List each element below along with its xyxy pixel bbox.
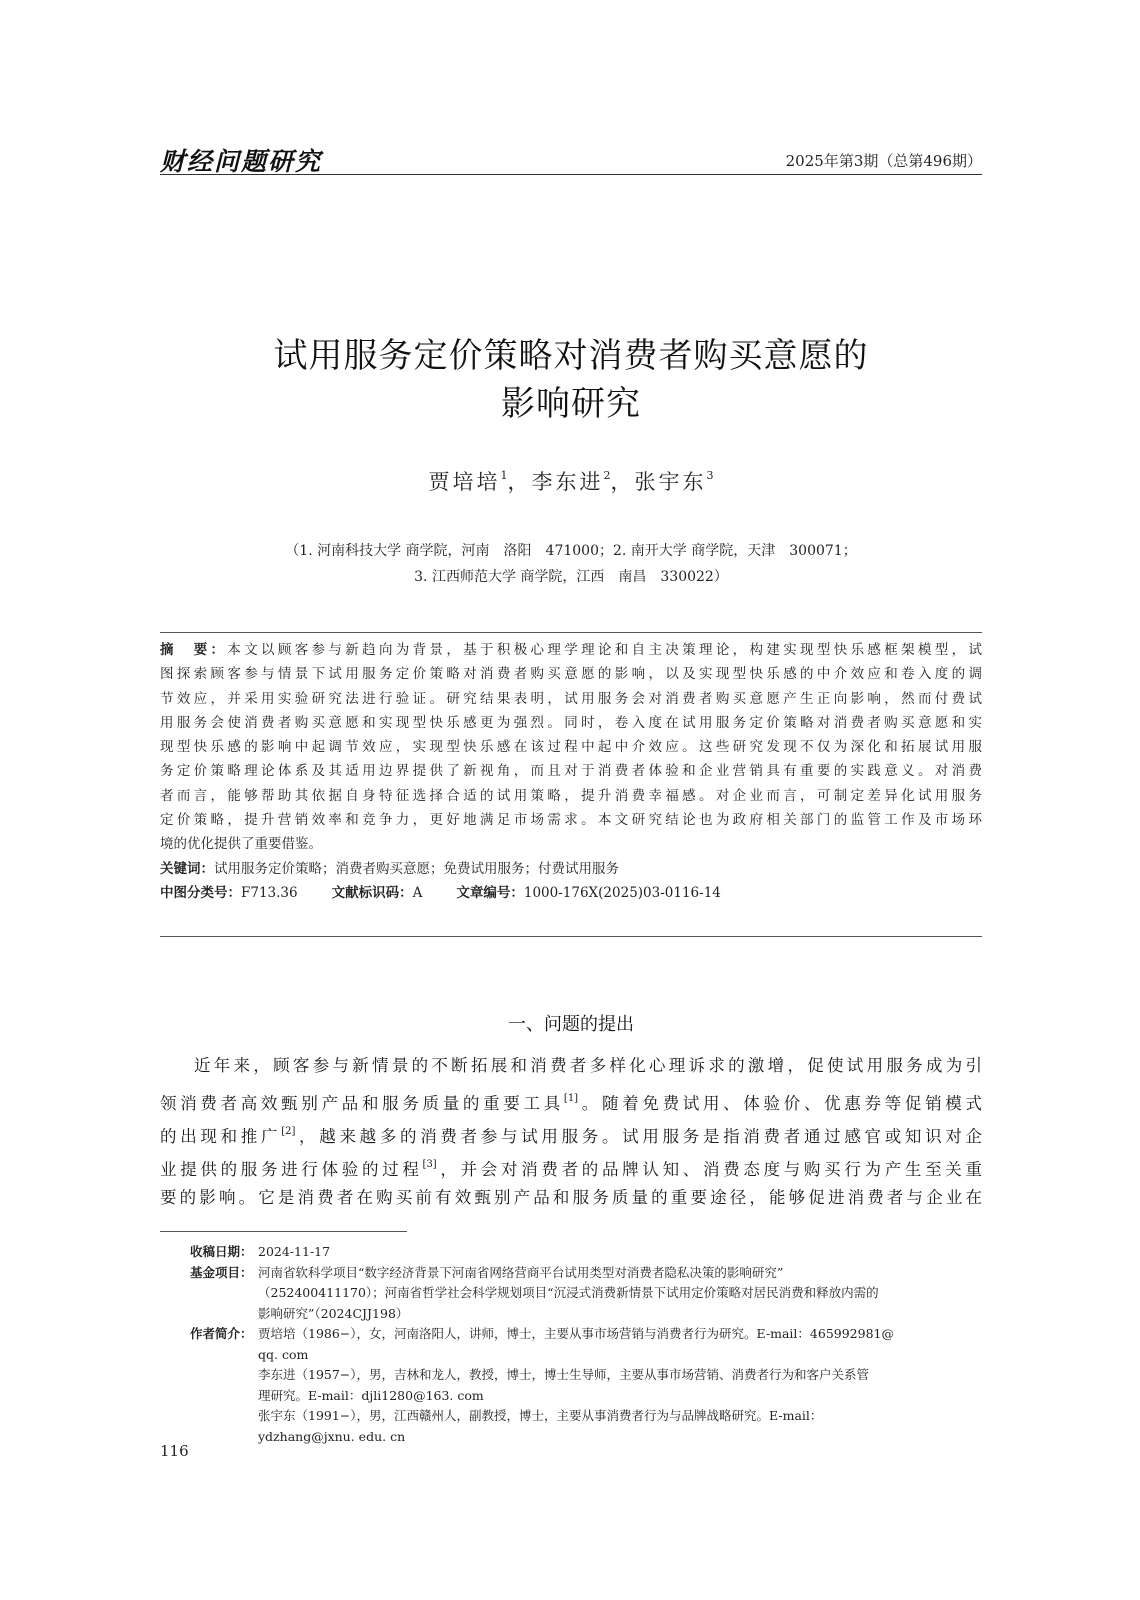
abstract-bottom-rule xyxy=(160,936,982,937)
abstract-top-rule xyxy=(160,632,982,633)
abstract-text: 本文以顾客参与新趋向为背景，基于积极心理学理论和自主决策理论，构建实现型快乐感框架模型，试 xyxy=(227,642,982,658)
body-line xyxy=(160,1148,982,1181)
author-separator: ， xyxy=(507,470,532,494)
page-number: 116 xyxy=(160,1442,189,1460)
bio-line: 理研究。E-mail：djli1280@163. com xyxy=(258,1387,484,1403)
affiliations xyxy=(160,538,982,590)
body-text: ，越来越多的消费者参与试用服务。试用服务是指消费者通过感官或知识对企 xyxy=(295,1127,982,1146)
doc-code-value: A xyxy=(412,884,423,901)
abstract-line: 者而言，能够帮助其依据自身特征选择合适的试用策略，提升消费幸福感。对企业而言，可制定差异化试用服务 xyxy=(160,787,982,804)
abstract-block xyxy=(160,638,982,905)
fund-line: 影响研究”（2024CJJ198） xyxy=(258,1305,409,1321)
article-title xyxy=(160,332,982,428)
bio-line: qq. com xyxy=(258,1346,309,1362)
received-value: 2024-11-17 xyxy=(258,1244,331,1259)
fund-label: 基金项目： xyxy=(190,1264,253,1280)
clc-value: F713.36 xyxy=(241,884,298,901)
body-line xyxy=(160,1115,982,1148)
issue-info: 2025年第3期（总第496期） xyxy=(785,152,982,170)
fund-line: （252400411170）；河南省哲学社会科学规划项目“沉浸式消费新情景下试用定价策略对居民消费和释放内需的 xyxy=(258,1285,879,1300)
abstract-line: 务定价策略理论体系及其适用边界提供了新视角，而且对于消费者体验和企业营销具有重要的实践意义。对消费 xyxy=(160,763,982,780)
citation-ref[interactable]: [3] xyxy=(422,1159,437,1170)
citation-ref[interactable]: [1] xyxy=(563,1093,579,1104)
body-line: 要的影响。它是消费者在购买前有效甄别产品和服务质量的重要途径，能够促进消费者与企业在 xyxy=(160,1188,982,1207)
footnote-rule xyxy=(160,1231,407,1232)
author-list xyxy=(160,466,982,496)
title-line-1: 试用服务定价策略对消费者购买意愿的 xyxy=(273,336,869,376)
author-name: 李东进 xyxy=(531,470,604,494)
author-affil-mark: 1 xyxy=(500,469,508,482)
citation-ref[interactable]: [2] xyxy=(281,1126,296,1137)
bio-line: ydzhang@jxnu. edu. cn xyxy=(258,1428,406,1444)
bio-line: 张宇东（1991−），男，江西赣州人，副教授，博士，主要从事消费者行为与品牌战略研究。E-mail： xyxy=(258,1408,823,1423)
doc-code-label: 文献标识码： xyxy=(331,884,413,901)
keywords-value: 试用服务定价策略；消费者购买意愿；免费试用服务；付费试用服务 xyxy=(214,860,619,877)
body-text: 领消费者高效甄别产品和服务质量的重要工具 xyxy=(160,1094,564,1113)
title-line-2: 影响研究 xyxy=(501,384,641,424)
affiliation-line: 3. 江西师范大学 商学院，江西 南昌 330022） xyxy=(414,569,728,585)
author-separator: ， xyxy=(610,470,635,494)
bio-label: 作者简介： xyxy=(190,1326,253,1341)
abstract-line xyxy=(160,638,982,662)
section-body xyxy=(160,1049,982,1214)
article-number-label: 文章编号： xyxy=(456,884,524,901)
author-affil-mark: 3 xyxy=(706,469,714,482)
received-label: 收稿日期： xyxy=(190,1244,253,1259)
body-line: 近年来，顾客参与新情景的不断拓展和消费者多样化心理诉求的激增，促使试用服务成为引 xyxy=(194,1056,982,1075)
body-text: 。随着免费试用、体验价、优惠券等促销模式 xyxy=(578,1094,982,1113)
keywords-label: 关键词： xyxy=(160,860,214,877)
bio-line: 李东进（1957−），男，吉林和龙人，教授，博士，博士生导师，主要从事市场营销、消费者行为和客户关系管 xyxy=(258,1367,870,1382)
abstract-line: 节效应，并采用实验研究法进行验证。研究结果表明，试用服务会对消费者购买意愿产生正向影响，然而付费试 xyxy=(160,690,982,707)
body-text: ，并会对消费者的品牌认知、消费态度与购买行为产生至关重 xyxy=(436,1160,982,1179)
body-text: 的出现和推广 xyxy=(160,1127,282,1146)
journal-logo: 财经问题研究 xyxy=(160,147,323,176)
abstract-line: 定价策略，提升营销效率和竞争力，更好地满足市场需求。本文研究结论也为政府相关部门的监管工作及市场环 xyxy=(160,812,982,829)
keywords xyxy=(160,857,982,881)
abstract-line: 现型快乐感的影响中起调节效应，实现型快乐感在该过程中起中介效应。这些研究发现不仅为深化和拓展试用服 xyxy=(160,739,982,756)
abstract-label: 摘 要： xyxy=(160,642,228,658)
abstract-line: 图探索顾客参与情景下试用服务定价策略对消费者购买意愿的影响，以及实现型快乐感的中介效应和卷入度的调 xyxy=(160,666,982,683)
affiliation-line: （1. 河南科技大学 商学院，河南 洛阳 471000；2. 南开大学 商学院，天津 300071； xyxy=(285,543,857,559)
section-heading: 一、问题的提出 xyxy=(508,1014,634,1035)
author-affil-mark: 2 xyxy=(603,469,611,482)
received-date xyxy=(160,1242,982,1263)
body-text: 业提供的服务进行体验的过程 xyxy=(160,1160,423,1179)
clc-label: 中图分类号： xyxy=(160,884,241,901)
fund-project xyxy=(160,1263,982,1325)
author-name: 贾培培 xyxy=(428,470,501,494)
abstract-line: 境的优化提供了重要借鉴。 xyxy=(160,836,322,853)
classification-line xyxy=(160,881,982,905)
fund-line: 河南省软科学项目“数字经济背景下河南省网络营商平台试用类型对消费者隐私决策的影响研究” xyxy=(258,1264,784,1280)
header-rule xyxy=(160,174,982,175)
abstract-line: 用服务会使消费者购买意愿和实现型快乐感更为强烈。同时，卷入度在试用服务定价策略对消费者购买意愿和实 xyxy=(160,714,982,731)
running-header xyxy=(160,142,982,182)
author-bio xyxy=(160,1324,982,1447)
footnotes xyxy=(160,1242,982,1447)
bio-line: 贾培培（1986−），女，河南洛阳人，讲师，博士，主要从事市场营销与消费者行为研究。E-mail：465992981@ xyxy=(258,1326,894,1341)
author-name: 张宇东 xyxy=(634,470,707,494)
article-number-value: 1000-176X(2025)03-0116-14 xyxy=(523,884,721,901)
body-line xyxy=(160,1082,982,1115)
